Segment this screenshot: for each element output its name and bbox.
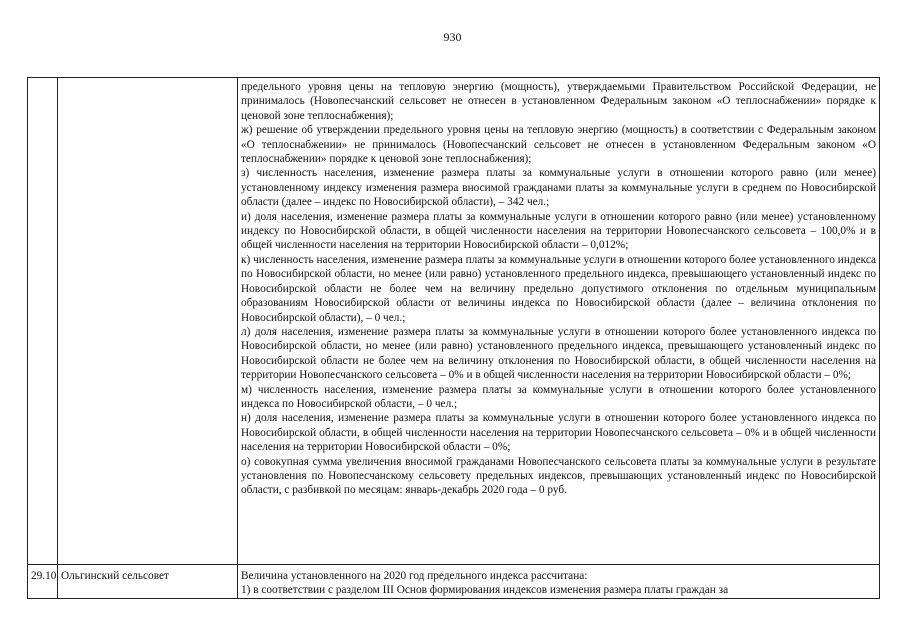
table-row bbox=[28, 78, 880, 565]
table-row bbox=[28, 565, 880, 599]
paragraph: предельного уровня цены на тепловую энергию (мощность), утверждаемыми Правительством Российской Федерации, не принималось (Новопесчанский сельсовет не отнесен в установленном Федеральным законом «О теплоснабжении» порядке к ценовой зоне теплоснабжения); bbox=[241, 81, 876, 122]
municipality-name-cell bbox=[58, 78, 238, 565]
paragraph-z: з) численность населения, изменение размера платы за коммунальные услуги в отношении которого равно (или менее) установленному индексу изменения размера вносимой гражданами платы за коммунальные услуги в среднем по Новосибирской области (далее – индекс по Новосибирской области), – 342 чел.; bbox=[241, 167, 876, 209]
paragraph-k: к) численность населения, изменение размера платы за коммунальные услуги в отношении которого более установленного индекса по Новосибирской области, но менее (или равно) установленного предельного индекса, превышающего установленный индекс по Новосибирской области не более чем на величину предельно допустимого отклонения по отдельным муниципальным образованиям Новосибирской области от величины индекса по Новосибирской области (далее – величина отклонения по Новосибирской области), – 0 чел.; bbox=[241, 253, 876, 324]
municipality-name-cell: Ольгинский сельсовет bbox=[58, 565, 238, 599]
description-cell bbox=[238, 565, 880, 599]
paragraph-i: и) доля населения, изменение размера платы за коммунальные услуги в отношении которого равно (или менее) установленному индексу по Новосибирской области, в общей численности населения на территории Новопесчанского сельсовета – 100,0% и в общей численности населения на территории Новосибирской области – 0,012%; bbox=[241, 210, 876, 252]
document-table bbox=[27, 77, 880, 599]
description-cell bbox=[238, 78, 880, 565]
paragraph-o: о) совокупная сумма увеличения вносимой гражданами Новопесчанского сельсовета платы за коммунальные услуги в результате установления по Новопесчанскому сельсовету предельных индексов, превышающих установленный индекс по Новосибирской области, с разбивкой по месяцам: январь-декабрь 2020 года – 0 руб. bbox=[241, 455, 876, 497]
paragraph-zh: ж) решение об утверждении предельного уровня цены на тепловую энергию (мощность) в соответствии с Федеральным законом «О теплоснабжении» не принималось (Новопесчанский сельсовет не отнесен в установленном Федеральным законом «О теплоснабжении» порядке к ценовой зоне теплоснабжения); bbox=[241, 124, 876, 166]
paragraph-intro: Величина установленного на 2020 год предельного индекса рассчитана: bbox=[241, 570, 588, 582]
page-number: 930 bbox=[443, 30, 462, 44]
row-number-cell: 29.10 bbox=[28, 565, 58, 599]
paragraph-m: м) численность населения, изменение размера платы за коммунальные услуги в отношении которого более установленного индекса по Новосибирской области, – 0 чел.; bbox=[241, 383, 876, 410]
paragraph-1: 1) в соответствии с разделом III Основ формирования индексов изменения размера платы граждан за bbox=[241, 584, 729, 597]
row-number-cell bbox=[28, 78, 58, 565]
paragraph-n: н) доля населения, изменение размера платы за коммунальные услуги в отношении которого более установленного индекса по Новосибирской области, в общей численности населения на территории Новопесчанского сельсовета – 0% и в общей численности населения на территории Новосибирской области – 0%; bbox=[241, 412, 876, 454]
paragraph-l: л) доля населения, изменение размера платы за коммунальные услуги в отношении которого более установленного индекса по Новосибирской области, но менее (или равно) установленного предельного индекса, превышающего установленный индекс по Новосибирской области не более чем на величину отклонения по Новосибирской области, в общей численности населения на территории Новопесчанского сельсовета – 0% и в общей численности населения на территории Новосибирской области – 0%; bbox=[241, 325, 876, 382]
